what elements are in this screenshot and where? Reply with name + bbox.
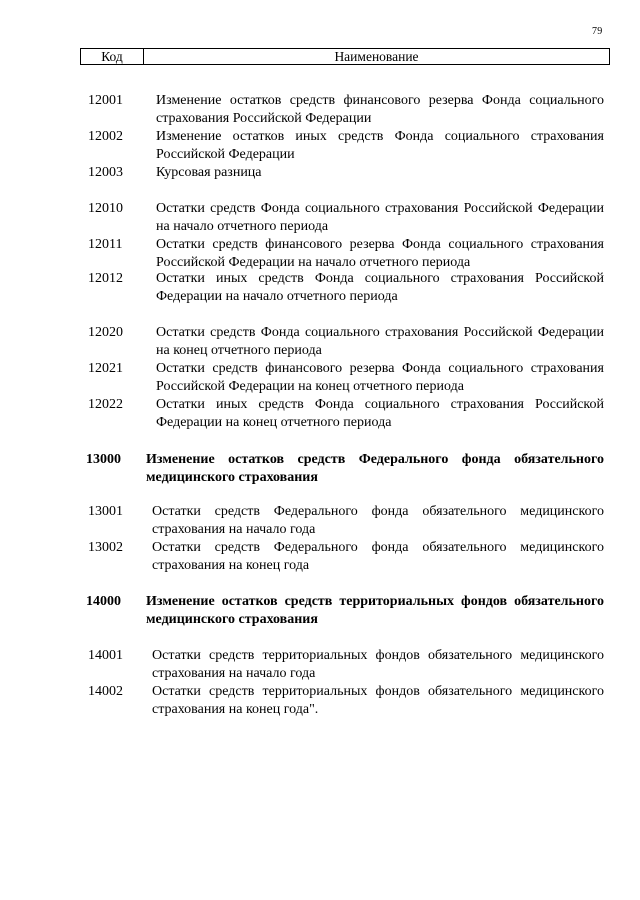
row-code: 14001 (88, 648, 123, 663)
row-text: Остатки средств финансового резерва Фонда социального страхования Российской Федерации на начало отчетного периода (156, 237, 604, 270)
row-code: 12022 (88, 397, 123, 412)
row-text: Остатки иных средств Фонда социального страхования Российской Федерации на конец отчетного периода (156, 397, 604, 430)
header-name: Наименование (334, 49, 419, 64)
row-text: Изменение остатков иных средств Фонда социального страхования Российской Федерации (156, 129, 604, 162)
row-text: Изменение остатков средств финансового резерва Фонда социального страхования Российской Федерации (156, 93, 604, 126)
row-text: Остатки средств финансового резерва Фонда социального страхования Российской Федерации на конец отчетного периода (156, 361, 604, 394)
row-code: 13002 (88, 540, 123, 555)
row-text: Остатки средств территориальных фондов обязательного медицинского страхования на начало года (152, 648, 604, 681)
row-text: Остатки средств Федерального фонда обязательного медицинского страхования на начало года (152, 504, 604, 537)
row-code: 12010 (88, 201, 123, 216)
row-text: Остатки иных средств Фонда социального страхования Российской Федерации на начало отчетного периода (156, 271, 604, 304)
row-text: Остатки средств Фонда социального страхования Российской Федерации на начало отчетного периода (156, 201, 604, 234)
row-text: Остатки средств Фонда социального страхования Российской Федерации на конец отчетного периода (156, 325, 604, 358)
section-code: 13000 (86, 452, 121, 467)
row-code: 12002 (88, 129, 123, 144)
page-number: 79 (592, 26, 603, 37)
section-title: Изменение остатков средств территориальных фондов обязательного медицинского страхования (146, 594, 604, 627)
row-text: Курсовая разница (156, 165, 262, 180)
row-code: 12001 (88, 93, 123, 108)
header-code: Код (81, 49, 144, 64)
table-header (80, 48, 610, 65)
row-code: 12012 (88, 271, 123, 286)
section-title: Изменение остатков средств Федерального фонда обязательного медицинского страхования (146, 452, 604, 485)
row-code: 12011 (88, 237, 123, 252)
section-code: 14000 (86, 594, 121, 609)
row-text: Остатки средств территориальных фондов обязательного медицинского страхования на конец года". (152, 684, 604, 717)
row-code: 13001 (88, 504, 123, 519)
row-code: 12020 (88, 325, 123, 340)
row-code: 12021 (88, 361, 123, 376)
row-text: Остатки средств Федерального фонда обязательного медицинского страхования на конец года (152, 540, 604, 573)
row-code: 14002 (88, 684, 123, 699)
row-code: 12003 (88, 165, 123, 180)
